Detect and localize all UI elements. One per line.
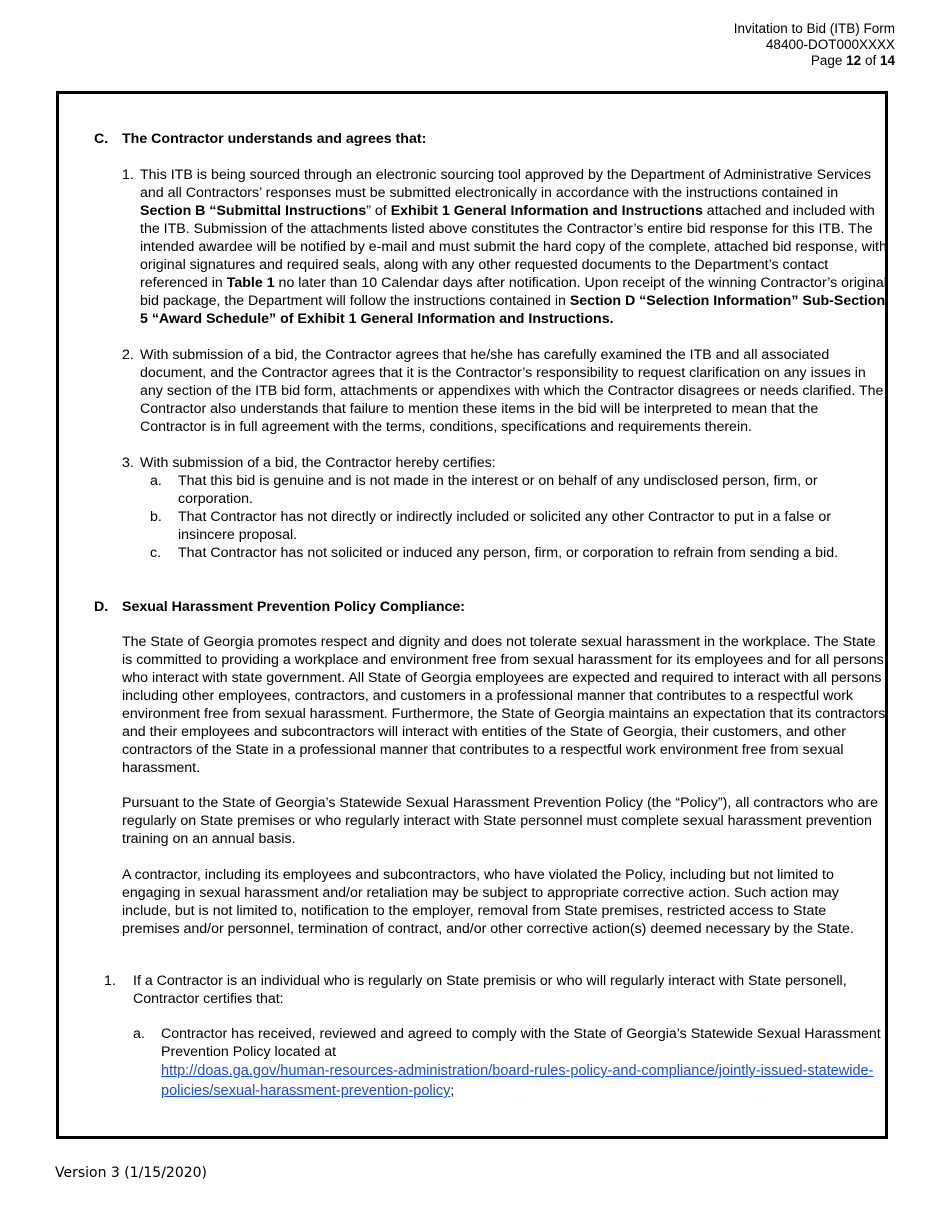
page-header [734, 21, 895, 69]
sub-letter: b. [150, 509, 162, 525]
list-number: 1. [104, 973, 116, 989]
list-number: 2. [122, 347, 134, 363]
form-title: Invitation to Bid (ITB) Form [733, 21, 895, 36]
section-c-item-3: With submission of a bid, the Contractor hereby certifies: [140, 455, 496, 471]
section-c-item-1: This ITB is being sourced through an electronic sourcing tool approved by the Department of Administrative Services and all Contractors’ responses must be submitted electronically in accordance with the instructions contained in Section B “Submittal Instructions” of Exhibit 1 General Information and Instructions attached and included with the ITB. Submission of the attachments listed above constitutes the Contractor’s entire bid response for this ITB. The intended awardee will be notified by e-mail and must submit the hard copy of the complete, attached bid response, with original signatures and required seals, along with any other requested documents to the Department’s contact referenced in Table 1 no later than 10 Calendar days after notification. Upon receipt of the winning Contractor’s original bid package, the Department will follow the instructions contained in Section D “Selection Information” Sub-Section 5 “Award Schedule” of Exhibit 1 General Information and Instructions. [140, 167, 887, 327]
section-c-title: The Contractor understands and agrees that: [122, 131, 427, 147]
section-d-item-1: If a Contractor is an individual who is regularly on State premisis or who will regularly interact with State personell, Contractor certifies that: [133, 973, 847, 1007]
certify-item-b: That Contractor has not directly or indirectly included or solicited any other Contractor to put in a false or insincere proposal. [178, 509, 831, 543]
sub-letter: a. [133, 1026, 145, 1042]
certify-item-c: That Contractor has not solicited or induced any person, firm, or corporation to refrain from sending a bid. [178, 545, 839, 561]
list-number: 3. [122, 455, 134, 471]
policy-link[interactable]: http://doas.ga.gov/human-resources-administration/board-rules-policy-and-compliance/jointly-issued-statewide-policies/sexual-harassment-prevention-policy [161, 1063, 874, 1099]
section-d-title: Sexual Harassment Prevention Policy Compliance: [122, 599, 465, 615]
list-number: 1. [122, 167, 134, 183]
section-d-paragraph-1: The State of Georgia promotes respect and dignity and does not tolerate sexual harassment in the workplace. The State is committed to providing a workplace and environment free from sexual harassment for its employees and for all persons who interact with state government. All State of Georgia employees are expected and required to interact with all persons including other employees, contractors, and customers in a professional manner that contributes to a respectful work environment free from sexual harassment. Furthermore, the State of Georgia maintains an expectation that its contractors and their employees and subcontractors will interact with entities of the State of Georgia, their customers, and other contractors of the State in a professional manner that contributes to a respectful work environment free from sexual harassment. [122, 634, 886, 776]
form-number: 48400-DOT000XXXX [765, 37, 895, 52]
page-indicator: Page 12 of 14 [810, 53, 895, 68]
section-c-item-2: With submission of a bid, the Contractor agrees that he/she has carefully examined the ITB and all associated document, and the Contractor agrees that it is the Contractor’s responsibility to request clarification on any issues in any section of the ITB bid form, attachments or appendixes with which the Contractor disagrees or needs clarified. The Contractor also understands that failure to mention these items in the bid will be interpreted to mean that the Contractor is in full agreement with the terms, conditions, specifications and requirements therein. [140, 347, 884, 435]
section-d-paragraph-2: Pursuant to the State of Georgia’s Statewide Sexual Harassment Prevention Policy (the “Policy”), all contractors who are regularly on State premises or who regularly interact with State personnel must complete sexual harassment prevention training on an annual basis. [122, 795, 878, 847]
section-c-letter: C. [94, 131, 109, 147]
version-footer: Version 3 (1/15/2020) [55, 1165, 207, 1181]
section-d-letter: D. [94, 599, 109, 615]
sub-letter: c. [150, 545, 162, 561]
policy-acknowledgement: Contractor has received, reviewed and agreed to comply with the State of Georgia’s Statewide Sexual Harassment Prevention Policy located at http://doas.ga.gov/human-resources-administration/board-rules-policy-and-compliance/jointly-issued-statewide-policies/sexual-harassment-prevention-policy; [161, 1026, 881, 1099]
sub-letter: a. [150, 473, 162, 489]
certify-item-a: That this bid is genuine and is not made in the interest or on behalf of any undisclosed person, firm, or corporation. [178, 473, 818, 507]
section-d-paragraph-3: A contractor, including its employees and subcontractors, who have violated the Policy, including but not limited to engaging in sexual harassment and/or retaliation may be subject to appropriate corrective action. Such action may include, but is not limited to, notification to the employer, removal from State premises, restricted access to State premises and/or personnel, termination of contract, and/or other corrective action(s) deemed necessary by the State. [122, 867, 854, 937]
